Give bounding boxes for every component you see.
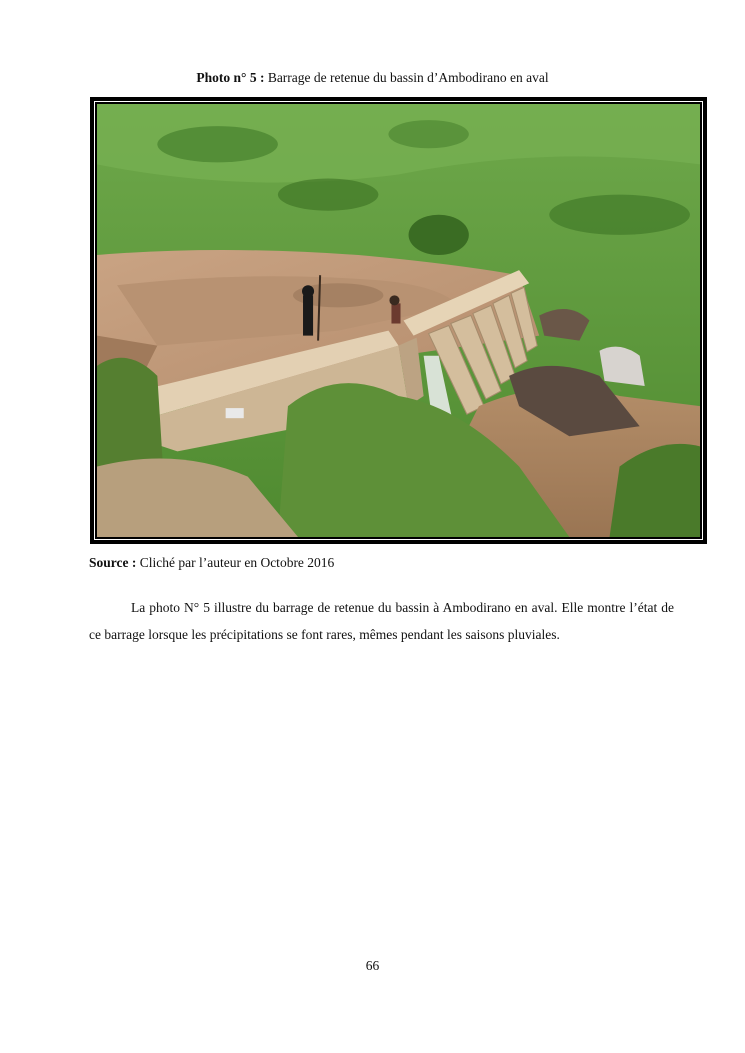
figure-caption-text: Barrage de retenue du bassin d’Ambodirano en aval	[264, 70, 549, 85]
figure-caption-label: Photo n° 5 :	[196, 70, 265, 85]
photo-border	[94, 101, 703, 540]
source-label: Source :	[89, 555, 137, 570]
photo-frame	[90, 97, 707, 544]
body-paragraph	[89, 594, 674, 648]
paragraph-text: La photo N° 5 illustre du barrage de retenue du bassin à Ambodirano en aval. Elle montre l’état de ce barrage lorsque les précipitations se font rares, mêmes pendant les saisons pluviales.	[89, 600, 674, 642]
source-text: Cliché par l’auteur en Octobre 2016	[136, 555, 335, 570]
dam-photo	[97, 104, 700, 537]
page-number: 66	[365, 958, 380, 973]
figure-caption	[0, 70, 745, 86]
photo-source	[89, 555, 334, 571]
